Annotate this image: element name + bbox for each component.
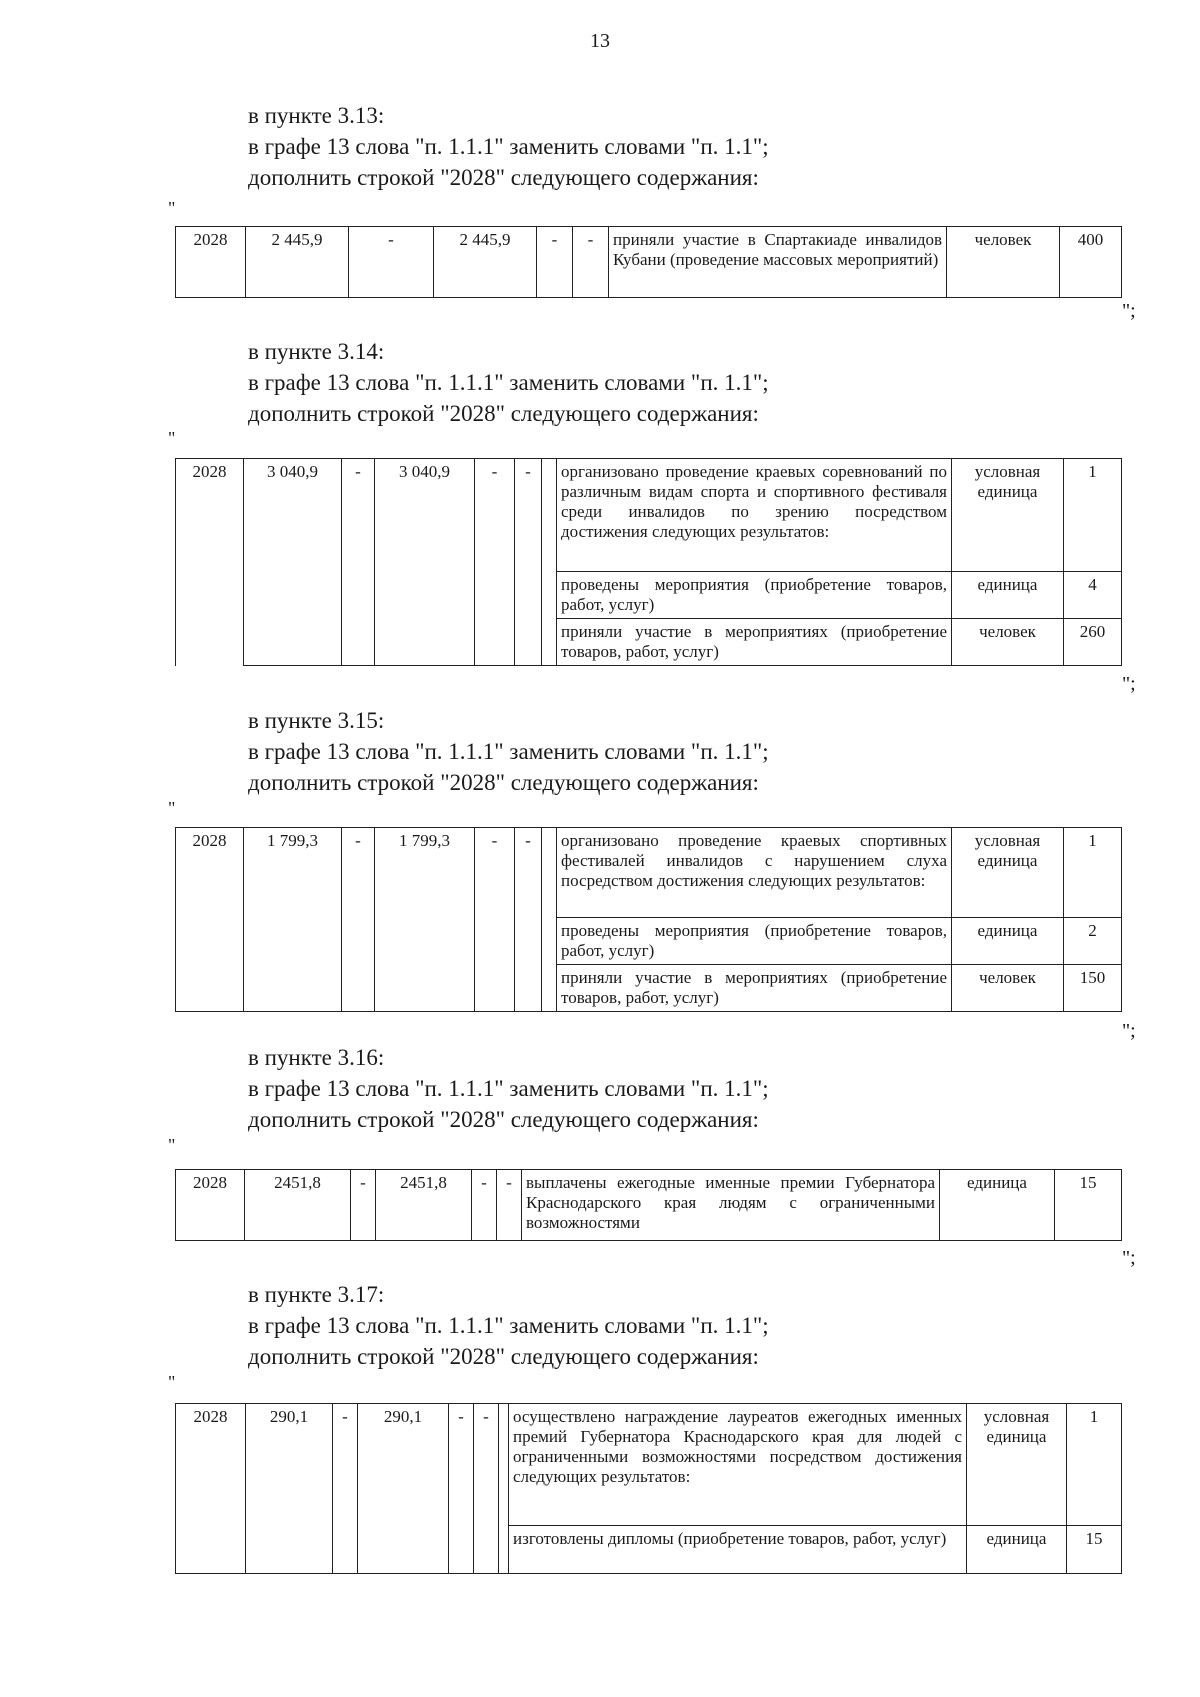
unit-cell: условная единица xyxy=(952,459,1064,572)
opening-quote: " xyxy=(168,798,176,818)
unit-cell: единица xyxy=(940,1170,1055,1241)
regional-cell: 2 445,9 xyxy=(434,227,537,298)
total-cell: 3 040,9 xyxy=(244,459,342,666)
point-heading: в пункте 3.13: xyxy=(248,103,385,128)
regional-cell: 3 040,9 xyxy=(375,459,475,666)
federal-cell: - xyxy=(342,828,375,1012)
year-cell: 2028 xyxy=(176,459,244,666)
column-replace-instruction: в графе 13 слова "п. 1.1.1" заменить словами "п. 1.1"; xyxy=(248,1313,769,1338)
closing-quote: "; xyxy=(1122,1020,1136,1042)
table-row xyxy=(176,1170,1122,1241)
opening-quote: " xyxy=(168,1372,176,1392)
unit-cell: условная единица xyxy=(952,828,1064,918)
value-cell: 1 xyxy=(1067,1404,1122,1526)
regional-cell: 2451,8 xyxy=(376,1170,472,1241)
extra-cell: - xyxy=(497,1170,522,1241)
total-cell: 2 445,9 xyxy=(246,227,349,298)
year-cell: 2028 xyxy=(176,1404,246,1574)
added-row-table xyxy=(175,1169,1122,1241)
result-text-cell: приняли участие в мероприятиях (приобретение товаров, работ, услуг) xyxy=(557,619,952,666)
result-text-cell: приняли участие в мероприятиях (приобретение товаров, работ, услуг) xyxy=(557,965,952,1012)
extra-cell: - xyxy=(474,1404,499,1574)
unit-cell: человек xyxy=(952,619,1064,666)
add-row-instruction: дополнить строкой "2028" следующего содержания: xyxy=(248,770,759,795)
extra-cell: - xyxy=(515,459,542,666)
spacer-cell xyxy=(542,459,557,666)
added-row-table xyxy=(175,458,1122,666)
result-text-cell: выплачены ежегодные именные премии Губернатора Краснодарского края людям с ограниченными возможностями xyxy=(522,1170,940,1241)
value-cell: 150 xyxy=(1064,965,1122,1012)
value-cell: 1 xyxy=(1064,828,1122,918)
column-replace-instruction: в графе 13 слова "п. 1.1.1" заменить словами "п. 1.1"; xyxy=(248,370,769,395)
regional-cell: 290,1 xyxy=(358,1404,449,1574)
value-cell: 1 xyxy=(1064,459,1122,572)
table-row xyxy=(176,828,1122,918)
unit-cell: человек xyxy=(952,965,1064,1012)
point-heading: в пункте 3.15: xyxy=(248,708,385,733)
page-number: 13 xyxy=(590,30,610,52)
table-row xyxy=(176,459,1122,572)
federal-cell: - xyxy=(349,227,434,298)
result-text-cell: проведены мероприятия (приобретение товаров, работ, услуг) xyxy=(557,918,952,965)
point-heading: в пункте 3.17: xyxy=(248,1282,385,1307)
opening-quote: " xyxy=(168,198,176,218)
add-row-instruction: дополнить строкой "2028" следующего содержания: xyxy=(248,401,759,426)
value-cell: 15 xyxy=(1067,1526,1122,1574)
local-cell: - xyxy=(475,828,515,1012)
column-replace-instruction: в графе 13 слова "п. 1.1.1" заменить словами "п. 1.1"; xyxy=(248,134,769,159)
year-cell: 2028 xyxy=(176,227,246,298)
opening-quote: " xyxy=(168,1135,176,1155)
added-row-table xyxy=(175,1403,1122,1574)
total-cell: 2451,8 xyxy=(245,1170,351,1241)
result-text-cell: организовано проведение краевых спортивных фестивалей инвалидов с нарушением слуха посредством достижения следующих результатов: xyxy=(557,828,952,918)
value-cell: 400 xyxy=(1060,227,1122,298)
value-cell: 2 xyxy=(1064,918,1122,965)
opening-quote: " xyxy=(168,428,176,448)
year-cell: 2028 xyxy=(176,1170,245,1241)
result-text-cell: проведены мероприятия (приобретение товаров, работ, услуг) xyxy=(557,572,952,619)
result-text-cell: организовано проведение краевых соревнований по различным видам спорта и спортивного фестиваля среди инвалидов по зрению посредством достижения следующих результатов: xyxy=(557,459,952,572)
year-cell: 2028 xyxy=(176,828,244,1012)
value-cell: 15 xyxy=(1055,1170,1122,1241)
federal-cell: - xyxy=(351,1170,376,1241)
total-cell: 1 799,3 xyxy=(244,828,342,1012)
add-row-instruction: дополнить строкой "2028" следующего содержания: xyxy=(248,165,759,190)
unit-cell: единица xyxy=(952,572,1064,619)
extra-cell: - xyxy=(515,828,542,1012)
total-cell: 290,1 xyxy=(246,1404,333,1574)
column-replace-instruction: в графе 13 слова "п. 1.1.1" заменить словами "п. 1.1"; xyxy=(248,1076,769,1101)
federal-cell: - xyxy=(333,1404,358,1574)
local-cell: - xyxy=(537,227,573,298)
value-cell: 260 xyxy=(1064,619,1122,666)
regional-cell: 1 799,3 xyxy=(375,828,475,1012)
added-row-table xyxy=(175,827,1122,1012)
table-row xyxy=(176,227,1122,298)
point-heading: в пункте 3.16: xyxy=(248,1045,385,1070)
added-row-table xyxy=(175,226,1122,298)
unit-cell: единица xyxy=(967,1526,1067,1574)
value-cell: 4 xyxy=(1064,572,1122,619)
point-heading: в пункте 3.14: xyxy=(248,339,385,364)
extra-cell: - xyxy=(573,227,609,298)
spacer-cell xyxy=(499,1404,509,1574)
result-text-cell: приняли участие в Спартакиаде инвалидов Кубани (проведение массовых мероприятий) xyxy=(609,227,947,298)
unit-cell: человек xyxy=(947,227,1060,298)
federal-cell: - xyxy=(342,459,375,666)
local-cell: - xyxy=(449,1404,474,1574)
closing-quote: "; xyxy=(1122,300,1136,322)
local-cell: - xyxy=(472,1170,497,1241)
table-row xyxy=(176,1404,1122,1526)
spacer-cell xyxy=(542,828,557,1012)
local-cell: - xyxy=(475,459,515,666)
closing-quote: "; xyxy=(1122,673,1136,695)
unit-cell: единица xyxy=(952,918,1064,965)
closing-quote: "; xyxy=(1122,1247,1136,1269)
column-replace-instruction: в графе 13 слова "п. 1.1.1" заменить словами "п. 1.1"; xyxy=(248,739,769,764)
result-text-cell: изготовлены дипломы (приобретение товаров, работ, услуг) xyxy=(509,1526,967,1574)
unit-cell: условная единица xyxy=(967,1404,1067,1526)
add-row-instruction: дополнить строкой "2028" следующего содержания: xyxy=(248,1344,759,1369)
result-text-cell: осуществлено награждение лауреатов ежегодных именных премий Губернатора Краснодарского края для людей с ограниченными возможностями посредством достижения следующих результатов: xyxy=(509,1404,967,1526)
add-row-instruction: дополнить строкой "2028" следующего содержания: xyxy=(248,1107,759,1132)
